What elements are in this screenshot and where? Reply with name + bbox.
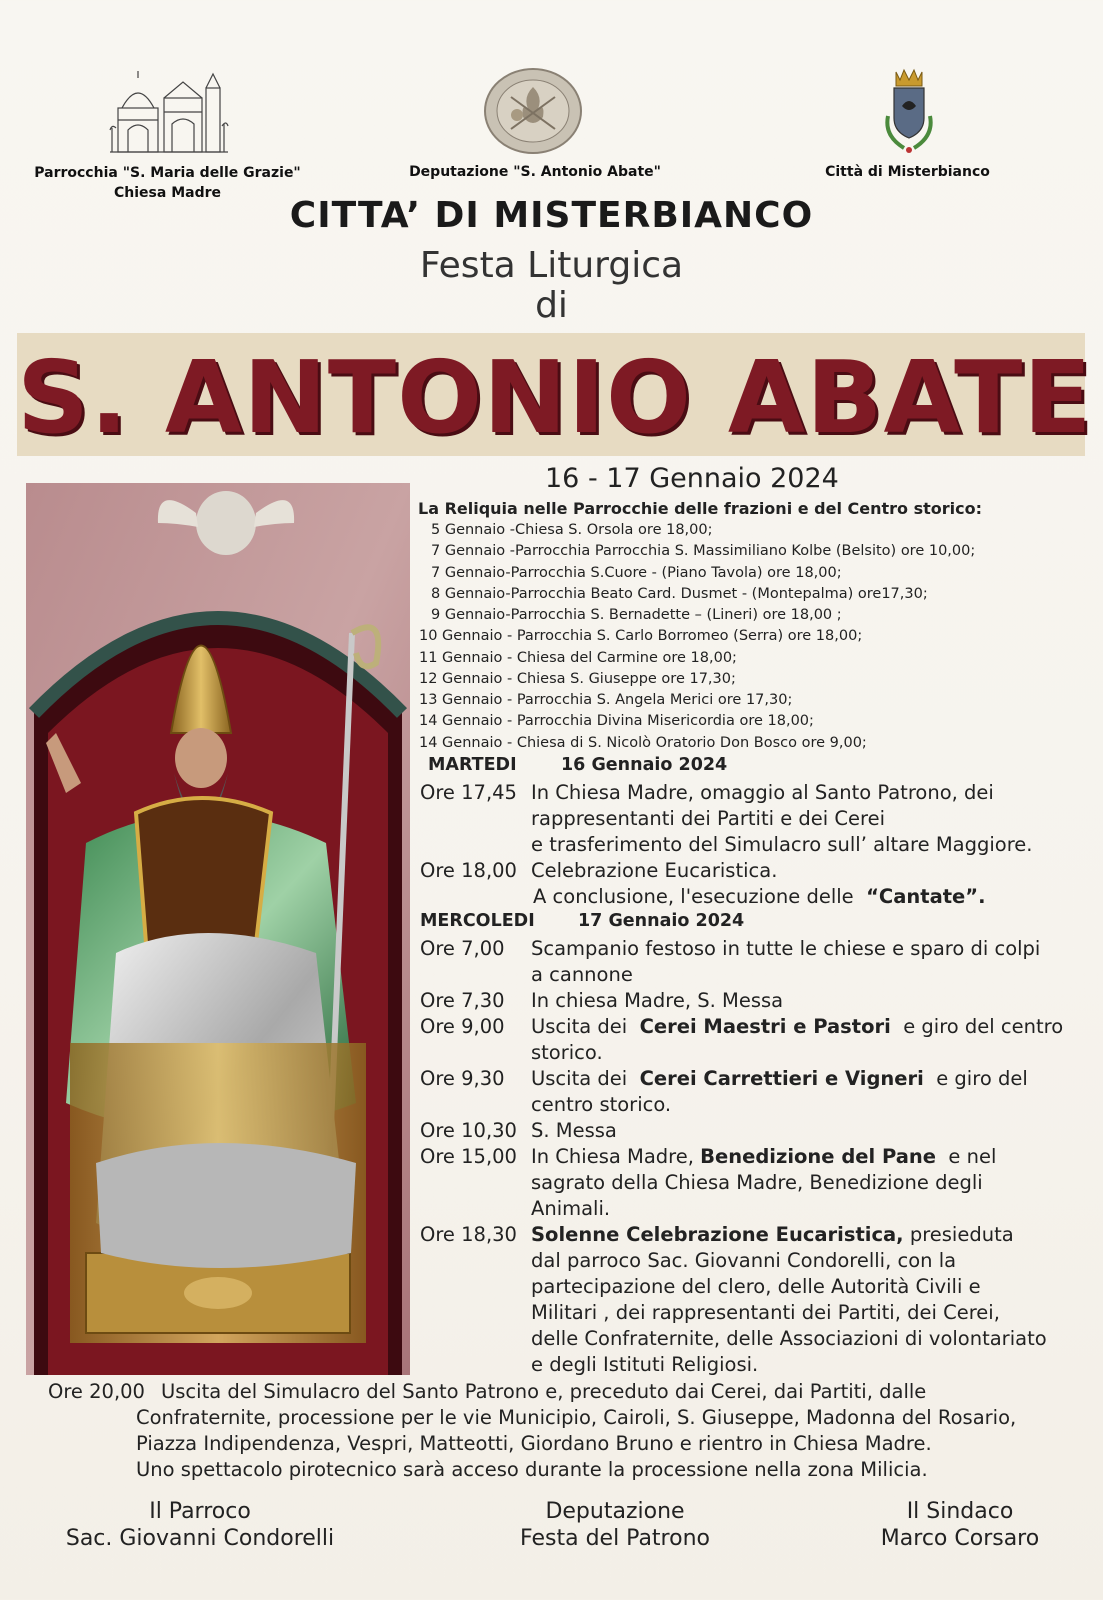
event-text: Uno spettacolo pirotecnico sarà acceso durante la processione nella zona Milicia. — [136, 1458, 928, 1481]
event-text: Animali. — [531, 1197, 611, 1220]
event-text: storico. — [531, 1041, 603, 1064]
event-text-part: e nel — [948, 1145, 997, 1168]
event-highlight: Benedizione del Pane — [700, 1145, 937, 1168]
deputation-seal-logo — [483, 67, 583, 155]
event-text: Confraternite, processione per le vie Municipio, Cairoli, S. Giuseppe, Madonna del Rosario, — [136, 1406, 1017, 1429]
reliquia-item: 10 Gennaio - Parrocchia S. Carlo Borromeo (Serra) ore 18,00; — [419, 628, 863, 644]
reliquia-item: 14 Gennaio - Chiesa di S. Nicolò Oratorio Don Bosco ore 9,00; — [419, 735, 867, 751]
reliquia-item: 7 Gennaio -Parrocchia Parrocchia S. Massimiliano Kolbe (Belsito) ore 10,00; — [431, 543, 976, 559]
event-text: Militari , dei rappresentanti dei Partiti, dei Cerei, — [531, 1301, 1000, 1324]
event-text: dal parroco Sac. Giovanni Condorelli, con la — [531, 1249, 957, 1272]
city-caption: Città di Misterbianco — [825, 164, 990, 180]
event-text-part: Uscita dei — [531, 1015, 628, 1038]
mercoledi-date: 17 Gennaio 2024 — [578, 911, 745, 931]
parroco-signature — [40, 1498, 360, 1552]
city-coat-of-arms-logo — [878, 66, 940, 158]
di-title: di — [535, 285, 568, 326]
event-text — [533, 885, 986, 908]
event-text — [531, 1145, 996, 1168]
event-highlight: Cerei Carrettieri e Vigneri — [639, 1067, 924, 1090]
event-text: partecipazione del clero, delle Autorità Civili e — [531, 1275, 981, 1298]
city-title: CITTA’ DI MISTERBIANCO — [289, 195, 814, 236]
event-text-part: presieduta — [909, 1223, 1014, 1246]
reliquia-item: 14 Gennaio - Parrocchia Divina Misericordia ore 18,00; — [419, 713, 814, 729]
event-time: Ore 17,45 — [420, 781, 517, 804]
saint-banner — [17, 333, 1093, 456]
event-text: Uscita del Simulacro del Santo Patrono e, preceduto dai Cerei, dai Partiti, dalle — [161, 1380, 927, 1403]
event-text: Celebrazione Eucaristica. — [531, 859, 778, 882]
martedi-date: 16 Gennaio 2024 — [561, 755, 728, 775]
event-text: a cannone — [531, 963, 633, 986]
reliquia-item: 7 Gennaio-Parrocchia S.Cuore - (Piano Tavola) ore 18,00; — [431, 565, 842, 581]
event-time: Ore 20,00 — [48, 1380, 145, 1403]
event-time: Ore 7,00 — [420, 937, 505, 960]
event-time: Ore 9,00 — [420, 1015, 505, 1038]
event-time: Ore 18,00 — [420, 859, 517, 882]
event-text: e trasferimento del Simulacro sull’ altare Maggiore. — [531, 833, 1033, 856]
cantate-highlight: “Cantate”. — [866, 885, 986, 908]
event-text: In Chiesa Madre, omaggio al Santo Patrono, dei — [531, 781, 994, 804]
event-text: In chiesa Madre, S. Messa — [531, 989, 784, 1012]
event-text — [531, 1015, 1063, 1038]
deputation-caption: Deputazione "S. Antonio Abate" — [409, 164, 661, 180]
mercoledi-day: MERCOLEDI — [420, 911, 535, 931]
parish-church: Chiesa Madre — [114, 185, 221, 201]
reliquia-title: La Reliquia nelle Parrocchie delle frazioni e del Centro storico: — [418, 499, 983, 518]
signature-name: Marco Corsaro — [880, 1526, 1040, 1551]
parish-name: Parrocchia "S. Maria delle Grazie" — [34, 165, 301, 181]
signature-role: Il Sindaco — [906, 1499, 1014, 1524]
reliquia-item: 12 Gennaio - Chiesa S. Giuseppe ore 17,30; — [419, 671, 736, 687]
event-text: e degli Istituti Religiosi. — [531, 1353, 759, 1376]
saint-statue-photo — [26, 483, 410, 1375]
reliquia-item: 13 Gennaio - Parrocchia S. Angela Merici ore 17,30; — [419, 692, 793, 708]
event-time: Ore 9,30 — [420, 1067, 505, 1090]
event-text: Piazza Indipendenza, Vespri, Matteotti, Giordano Bruno e rientro in Chiesa Madre. — [136, 1432, 932, 1455]
event-highlight: Cerei Maestri e Pastori — [639, 1015, 891, 1038]
event-text-part: In Chiesa Madre, — [531, 1145, 694, 1168]
saint-title: S. ANTONIO ABATE — [17, 339, 1093, 456]
event-text-part: Uscita dei — [531, 1067, 628, 1090]
event-text-part: A conclusione, l'esecuzione delle — [533, 885, 854, 908]
event-text: sagrato della Chiesa Madre, Benedizione degli — [531, 1171, 983, 1194]
reliquia-item: 5 Gennaio -Chiesa S. Orsola ore 18,00; — [431, 522, 713, 538]
signature-role: Deputazione — [545, 1499, 685, 1524]
festa-title: Festa Liturgica — [419, 245, 684, 286]
event-time: Ore 18,30 — [420, 1223, 517, 1246]
festival-dates: 16 - 17 Gennaio 2024 — [545, 463, 839, 494]
event-time: Ore 7,30 — [420, 989, 505, 1012]
reliquia-item: 9 Gennaio-Parrocchia S. Bernadette – (Lineri) ore 18,00 ; — [431, 607, 842, 623]
church-logo — [108, 68, 230, 156]
event-text-part: e giro del — [936, 1067, 1028, 1090]
martedi-day: MARTEDI — [428, 755, 517, 775]
event-highlight: Solenne Celebrazione Eucaristica, — [531, 1223, 904, 1246]
event-text: delle Confraternite, delle Associazioni di volontariato — [531, 1327, 1047, 1350]
event-time: Ore 10,30 — [420, 1119, 517, 1142]
signature-name: Festa del Patrono — [520, 1526, 710, 1551]
event-text: rappresentanti dei Partiti e dei Cerei — [531, 807, 886, 830]
reliquia-item: 8 Gennaio-Parrocchia Beato Card. Dusmet - (Montepalma) ore17,30; — [431, 586, 928, 602]
event-text — [531, 1223, 1014, 1246]
event-text — [531, 1067, 1028, 1090]
event-text: centro storico. — [531, 1093, 672, 1116]
event-text: S. Messa — [531, 1119, 617, 1142]
signature-name: Sac. Giovanni Condorelli — [65, 1526, 335, 1551]
deputazione-signature — [455, 1498, 775, 1552]
event-time: Ore 15,00 — [420, 1145, 517, 1168]
signature-role: Il Parroco — [149, 1499, 251, 1524]
event-text: Scampanio festoso in tutte le chiese e sparo di colpi — [531, 937, 1041, 960]
reliquia-item: 11 Gennaio - Chiesa del Carmine ore 18,00; — [419, 650, 737, 666]
sindaco-signature — [800, 1498, 1103, 1552]
event-text-part: e giro del centro — [903, 1015, 1064, 1038]
